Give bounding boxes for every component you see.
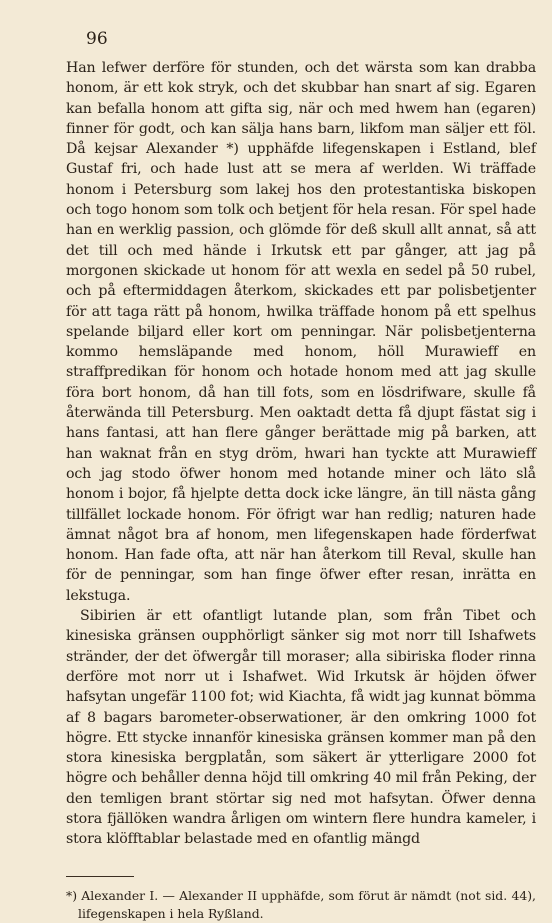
footnote-divider — [66, 876, 134, 877]
paragraph-1: Han lefwer derföre för stunden, och det wärsta som kan drabba honom, är ett kok stryk, och det skubbar han snart af sig. Egaren kan befalla honom att gifta sig, när och med hwem han (egaren) finner för godt, och kan sälja hans barn, likfom man säljer ett föl. Då kejsar Alexander *) upphäfde lifegenskapen i Estland, blef Gustaf fri, och hade lust att se mera af werlden. Wi träffade honom i Petersburg som lakej hos den protestantiska biskopen och togo honom som tolk och betjent för hela resan. För spel hade han en werklig passion, och glömde för deß skull allt annat, så att det till och med hände i Irkutsk ett par gånger, att jag på morgonen skickade ut honom för att wexla en sedel på 50 rubel, och på eftermiddagen återkom, skickades ett par polisbetjenter för att taga rätt på honom, hwilka träffade honom på ett spelhus spelande biljard eller kort om penningar. När polisbetjenterna kommo hemsläpande med honom, höll Murawieff en straffpredikan för honom och hotade honom med att jag skulle föra bort honom, då han till fots, som en lösdrifware, skulle få återwända till Petersburg. Men oaktadt detta få djupt fästat sig i hans fantasi, att han flere gånger berättade mig på barken, att han waknat från en styg dröm, hwari han tyckte att Murawieff och jag stodo öfwer honom med hotande miner och läto slå honom i bojor, få hjelpte detta dock icke längre, än till nästa gång tillfället lockade honom. För öfrigt war han redlig; naturen hade ämnat något bra af honom, men lifegenskapen hade förderfwat honom. Han fade ofta, att när han återkom till Reval, skulle han för de penningar, som han finge öfwer efter resan, inrätta en lekstuga. — [66, 60, 536, 604]
paragraph-2: Sibirien är ett ofantligt lutande plan, som från Tibet och kinesiska gränsen oupphörligt sänker sig mot norr till Ishafwets stränder, der det öfwergår till moraser; alla sibiriska floder rinna derföre mot norr ut i Ishafwet. Wid Irkutsk är höjden öfwer hafsytan ungefär 1100 fot; wid Kiachta, få widt jag kunnat bömma af 8 bagars barometer-obserwationer, är den omkring 1000 fot högre. Ett stycke innanför kinesiska gränsen kommer man på den stora kinesiska bergplatån, som säkert är ytterligare 2000 fot högre och behåller denna höjd till omkring 40 mil från Peking, der den temligen brant störtar sig ned mot hafsytan. Öfwer denna stora fjällöken wandra årligen om wintern flere hundra kameler, i stora klöfftablar belastade med en ofantlig mängd — [66, 608, 536, 848]
footnote: *) Alexander I. — Alexander II upphäfde, som förut är nämdt (not sid. 44), lifegenskapen i hela Ryßland. — [66, 887, 536, 921]
body-text — [66, 58, 536, 850]
page-number: 96 — [86, 29, 108, 49]
